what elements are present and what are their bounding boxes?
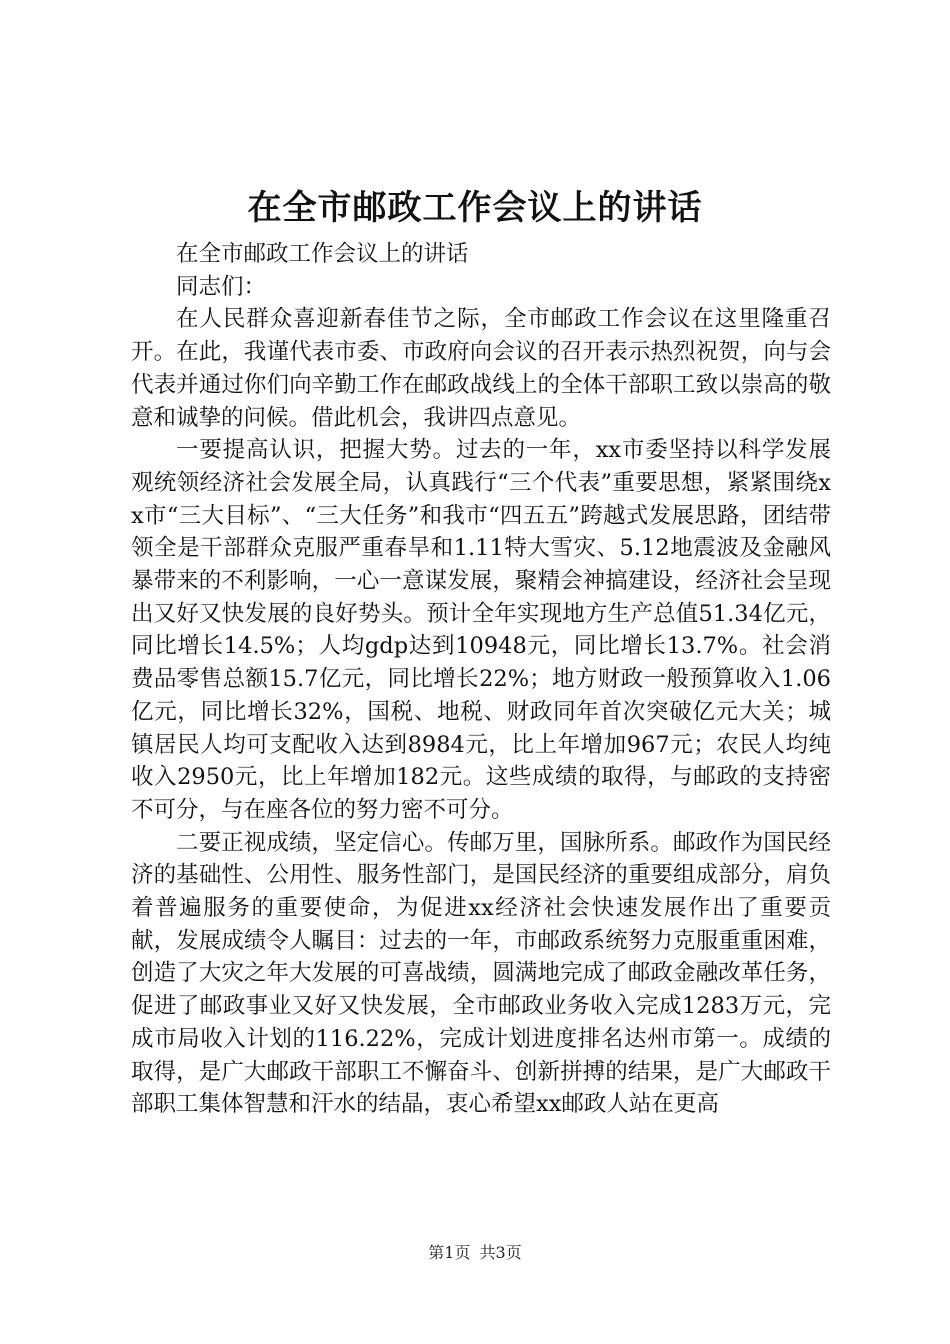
page-title: 在全市邮政工作会议上的讲话: [247, 188, 703, 228]
paragraph-opening: 在人民群众喜迎新春佳节之际，全市邮政工作会议在这里隆重召开。在此，我谨代表市委、市政府向会议的召开表示热烈祝贺，向与会代表并通过你们向辛勤工作在邮政战线上的全体干部职工致以崇高的敬意和诚挚的问候。借此机会，我讲四点意见。: [131, 306, 831, 431]
page-total: 共3页: [479, 1243, 522, 1262]
paragraph-point-one: 一要提高认识，把握大势。过去的一年，xx市委坚持以科学发展观统领经济社会发展全局，认真践行“三个代表”重要思想，紧紧围绕xx市“三大目标”、“三大任务”和我市“四五五”跨越式发展思路，团结带领全是干部群众克服严重春旱和1.11特大雪灾、5.12地震波及金融风暴带来的不利影响，一心一意谋发展，聚精会神搞建设，经济社会呈现出又好又快发展的良好势头。预计全年实现地方生产总值51.34亿元，同比增长14.5%；人均gdp达到10948元，同比增长13.7%。社会消费品零售总额15.7亿元，同比增长22%；地方财政一般预算收入1.06亿元，同比增长32%，国税、地税、财政同年首次突破亿元大关；城镇居民人均可支配收入达到8984元，比上年增加967元；农民人均纯收入2950元，比上年增加182元。这些成绩的取得，与邮政的支持密不可分，与在座各位的努力密不可分。: [131, 437, 831, 823]
page-footer: [0, 1240, 950, 1263]
paragraph-point-two: 二要正视成绩，坚定信心。传邮万里，国脉所系。邮政作为国民经济的基础性、公用性、服务性部门，是国民经济的重要组成部分，肩负着普遍服务的重要使命，为促进xx经济社会快速发展作出了重要贡献，发展成绩令人瞩目：过去的一年，市邮政系统努力克服重重困难，创造了大灾之年大发展的可喜战绩，圆满地完成了邮政金融改革任务，促进了邮政事业又好又快发展，全市邮政业务收入完成1283万元，完成市局收入计划的116.22%，完成计划进度排名达州市第一。成绩的取得，是广大邮政干部职工不懈奋斗、创新拼搏的结果，是广大邮政干部职工集体智慧和汗水的结晶，衷心希望xx邮政人站在更高: [131, 829, 831, 1118]
paragraph-salutation: 同志们：: [176, 273, 267, 300]
document-body: [131, 238, 831, 1121]
page-number: 第1页: [428, 1243, 471, 1262]
paragraph-subtitle: 在全市邮政工作会议上的讲话: [176, 241, 469, 267]
